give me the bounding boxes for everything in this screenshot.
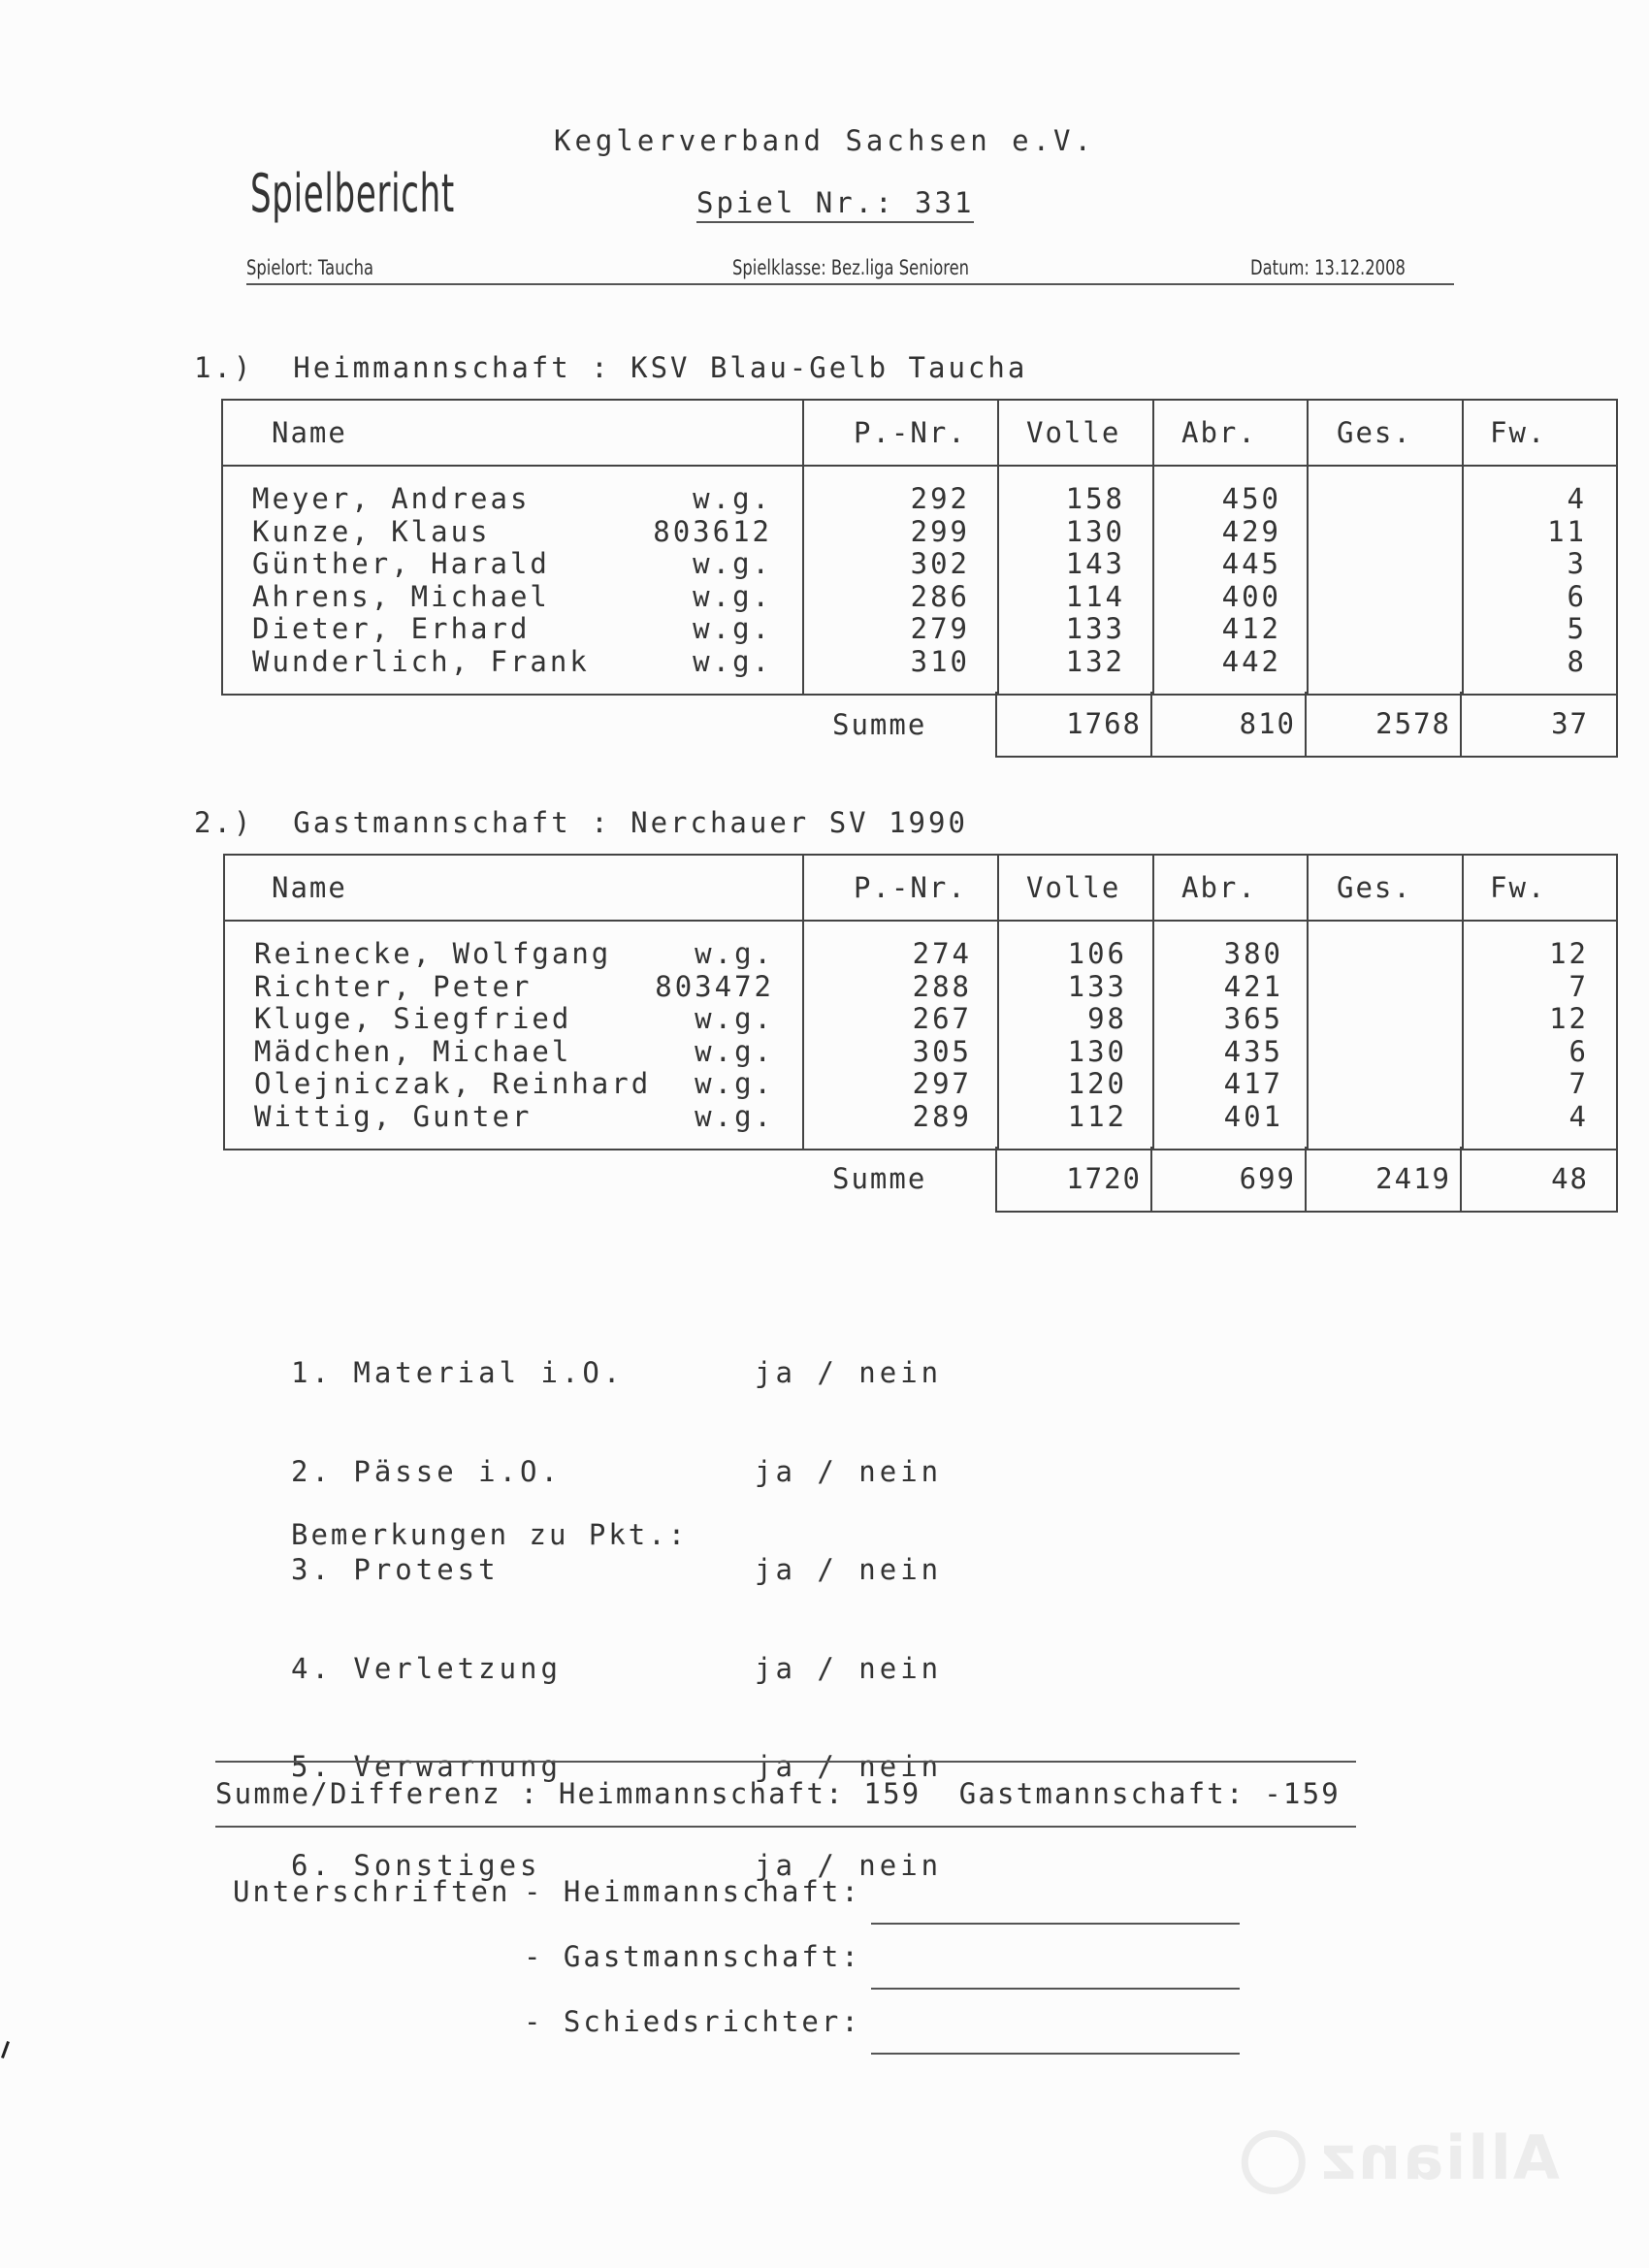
home-team-table bbox=[221, 399, 1618, 696]
signature-guest-label: - Gastmannschaft: bbox=[524, 1940, 861, 1973]
col-abr-header: Abr. bbox=[1181, 416, 1257, 449]
signature-home-label: - Heimmannschaft: bbox=[524, 1875, 861, 1908]
table-header bbox=[223, 401, 1616, 467]
pen-mark bbox=[1, 2041, 10, 2058]
guest-team-table bbox=[223, 854, 1618, 1150]
divider bbox=[215, 1761, 1356, 1763]
table-row: Günther, Harald w.g. 302 143 445 3 bbox=[252, 547, 1587, 581]
checklist-item: 3. Protest ja / nein bbox=[291, 1553, 943, 1587]
col-fw-header: Fw. bbox=[1490, 416, 1547, 449]
table-row: Richter, Peter 803472 288 133 421 7 bbox=[254, 969, 1589, 1003]
checklist-item: 2. Pässe i.O. ja / nein bbox=[291, 1454, 943, 1488]
col-volle-header: Volle bbox=[1026, 871, 1121, 904]
guest-sum-box bbox=[995, 1147, 1618, 1213]
table-row: Meyer, Andreas w.g. 292 158 450 4 bbox=[252, 482, 1587, 515]
col-ges-header: Ges. bbox=[1337, 416, 1412, 449]
signature-home-line[interactable] bbox=[871, 1923, 1240, 1925]
game-info-line bbox=[246, 254, 1454, 285]
col-name-header: Name bbox=[272, 871, 347, 904]
yes-no-option[interactable]: ja / nein bbox=[755, 1651, 943, 1685]
table-row: Reinecke, Wolfgang w.g. 274 106 380 12 bbox=[254, 937, 1589, 970]
yes-no-option[interactable]: ja / nein bbox=[755, 1553, 943, 1587]
guest-team-heading: 2.) Gastmannschaft : Nerchauer SV 1990 bbox=[194, 806, 968, 839]
col-pnr-header: P.-Nr. bbox=[854, 416, 967, 449]
checklist-item: 1. Material i.O. ja / nein bbox=[291, 1356, 943, 1389]
guest-sum-volle: 1720 bbox=[1066, 1162, 1142, 1195]
signature-guest-line[interactable] bbox=[871, 1988, 1240, 1990]
col-ges-header: Ges. bbox=[1337, 871, 1412, 904]
home-team-heading: 1.) Heimmannschaft : KSV Blau-Gelb Taucha bbox=[194, 351, 1028, 384]
col-fw-header: Fw. bbox=[1490, 871, 1547, 904]
signatures-label: Unterschriften bbox=[233, 1875, 511, 1908]
guest-sum-abr: 699 bbox=[1239, 1162, 1296, 1195]
table-row: Olejniczak, Reinhard w.g. 297 120 417 7 bbox=[254, 1067, 1589, 1101]
table-row: Dieter, Erhard w.g. 279 133 412 5 bbox=[252, 612, 1587, 646]
home-sum-volle: 1768 bbox=[1066, 707, 1142, 740]
allianz-watermark-logo: Allianz bbox=[1242, 2122, 1560, 2194]
home-sum-box bbox=[995, 692, 1618, 758]
divider bbox=[215, 1826, 1356, 1828]
organization-name: Keglerverband Sachsen e.V. bbox=[554, 124, 1095, 157]
table-row: Ahrens, Michael w.g. 286 114 400 6 bbox=[252, 579, 1587, 613]
signature-referee-line[interactable] bbox=[871, 2053, 1240, 2055]
table-header bbox=[225, 856, 1616, 922]
sum-difference: Summe/Differenz : Heimmannschaft: 159 Gastmannschaft: -159 bbox=[215, 1777, 1341, 1810]
yes-no-option[interactable]: ja / nein bbox=[755, 1848, 943, 1882]
allianz-logo-icon bbox=[1242, 2130, 1306, 2194]
venue: Spielort: Taucha bbox=[246, 256, 374, 279]
table-row: Mädchen, Michael w.g. 305 130 435 6 bbox=[254, 1034, 1589, 1068]
signature-referee-label: - Schiedsrichter: bbox=[524, 2005, 861, 2038]
home-sum-fw: 37 bbox=[1551, 707, 1589, 740]
guest-sum-label: Summe bbox=[832, 1162, 927, 1195]
document-title: Spielbericht bbox=[250, 163, 455, 224]
checklist-item: 5. Verwarnung ja / nein bbox=[291, 1750, 943, 1784]
checklist-item: 6. Sonstiges ja / nein bbox=[291, 1848, 943, 1882]
table-row: Wunderlich, Frank w.g. 310 132 442 8 bbox=[252, 645, 1587, 678]
table-row: Kluge, Siegfried w.g. 267 98 365 12 bbox=[254, 1002, 1589, 1036]
yes-no-option[interactable]: ja / nein bbox=[755, 1454, 943, 1488]
col-abr-header: Abr. bbox=[1181, 871, 1257, 904]
date: Datum: 13.12.2008 bbox=[1250, 256, 1406, 279]
league: Spielklasse: Bez.liga Senioren bbox=[732, 256, 970, 279]
col-name-header: Name bbox=[272, 416, 347, 449]
home-sum-label: Summe bbox=[832, 708, 927, 741]
yes-no-option[interactable]: ja / nein bbox=[755, 1750, 943, 1784]
game-number: Spiel Nr.: 331 bbox=[696, 186, 974, 223]
home-sum-ges: 2578 bbox=[1375, 707, 1451, 740]
yes-no-option[interactable]: ja / nein bbox=[755, 1356, 943, 1389]
col-pnr-header: P.-Nr. bbox=[854, 871, 967, 904]
guest-sum-ges: 2419 bbox=[1375, 1162, 1451, 1195]
checklist-item: 4. Verletzung ja / nein bbox=[291, 1651, 943, 1685]
table-row: Wittig, Gunter w.g. 289 112 401 4 bbox=[254, 1100, 1589, 1133]
checklist bbox=[291, 1290, 970, 1915]
home-sum-abr: 810 bbox=[1239, 707, 1296, 740]
remarks-label: Bemerkungen zu Pkt.: bbox=[291, 1518, 689, 1551]
col-volle-header: Volle bbox=[1026, 416, 1121, 449]
table-row: Kunze, Klaus 803612 299 130 429 11 bbox=[252, 514, 1587, 548]
guest-sum-fw: 48 bbox=[1551, 1162, 1589, 1195]
